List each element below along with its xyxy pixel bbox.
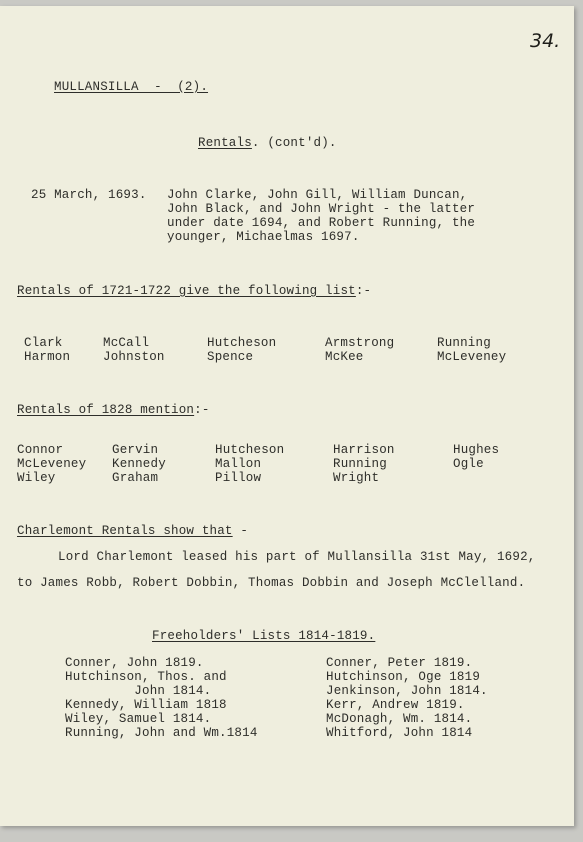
entry-line: younger, Michaelmas 1697. <box>167 230 360 244</box>
charlemont-text: Lord Charlemont leased his part of Mullansilla 31st May, 1692, <box>58 550 536 564</box>
list-item: Hughes <box>453 443 500 457</box>
freeholder-entry: Running, John and Wm.1814 <box>65 726 258 740</box>
list-item: Running <box>333 457 387 471</box>
rentals-1721-heading <box>17 284 371 298</box>
charlemont-heading-text: Charlemont Rentals show that <box>17 524 233 538</box>
list-item: Spence <box>207 350 254 364</box>
freeholder-entry: Whitford, John 1814 <box>326 726 473 740</box>
list-item: McLeveney <box>437 350 507 364</box>
list-item: McKee <box>325 350 364 364</box>
list-item: Armstrong <box>325 336 395 350</box>
list-item: Mallon <box>215 457 262 471</box>
freeholder-entry: Conner, John 1819. <box>65 656 204 670</box>
list-item: Harrison <box>333 443 395 457</box>
list-item: McLeveney <box>17 457 87 471</box>
page-number: 34. <box>530 30 561 52</box>
list-item: McCall <box>103 336 150 350</box>
freeholder-entry: Jenkinson, John 1814. <box>326 684 488 698</box>
entry-line: John Black, and John Wright - the latter <box>167 202 476 216</box>
charlemont-heading <box>17 524 248 538</box>
freeholder-entry: Kerr, Andrew 1819. <box>326 698 465 712</box>
list-item: Gervin <box>112 443 159 457</box>
section-title <box>198 136 337 150</box>
freeholder-entry: Wiley, Samuel 1814. <box>65 712 212 726</box>
list-item: Kennedy <box>112 457 166 471</box>
rentals-1828-heading-suffix: :- <box>194 403 210 417</box>
list-item: Graham <box>112 471 159 485</box>
freeholders-heading: Freeholders' Lists 1814-1819. <box>152 629 376 643</box>
freeholder-entry: McDonagh, Wm. 1814. <box>326 712 473 726</box>
rentals-1721-heading-suffix: :- <box>355 284 372 298</box>
list-item: Pillow <box>215 471 262 485</box>
entry-date: 25 March, 1693. <box>31 188 147 202</box>
freeholder-entry: John 1814. <box>65 684 212 698</box>
list-item: Harmon <box>24 350 71 364</box>
list-item: Wright <box>333 471 380 485</box>
list-item: Running <box>437 336 491 350</box>
charlemont-heading-suffix: - <box>232 524 249 538</box>
list-item: Hutcheson <box>207 336 277 350</box>
list-item: Clark <box>24 336 63 350</box>
freeholder-entry: Hutchinson, Oge 1819 <box>326 670 481 684</box>
section-title-suffix: . (cont'd). <box>251 136 337 150</box>
list-item: Connor <box>17 443 64 457</box>
freeholder-entry: Kennedy, William 1818 <box>65 698 227 712</box>
document-page <box>0 6 574 826</box>
list-item: Hutcheson <box>215 443 285 457</box>
list-item: Wiley <box>17 471 56 485</box>
entry-line: under date 1694, and Robert Running, the <box>167 216 476 230</box>
freeholder-entry: Conner, Peter 1819. <box>326 656 473 670</box>
freeholder-entry: Hutchinson, Thos. and <box>65 670 227 684</box>
rentals-1828-heading <box>17 403 210 417</box>
entry-line: John Clarke, John Gill, William Duncan, <box>167 188 468 202</box>
rentals-1721-heading-text: Rentals of 1721-1722 give the following list <box>17 284 356 298</box>
section-title-text: Rentals <box>198 136 252 150</box>
list-item: Johnston <box>103 350 165 364</box>
rentals-1828-heading-text: Rentals of 1828 mention <box>17 403 195 417</box>
document-heading: MULLANSILLA - (2). <box>54 80 209 94</box>
charlemont-text: to James Robb, Robert Dobbin, Thomas Dobbin and Joseph McClelland. <box>17 576 526 590</box>
list-item: Ogle <box>453 457 484 471</box>
